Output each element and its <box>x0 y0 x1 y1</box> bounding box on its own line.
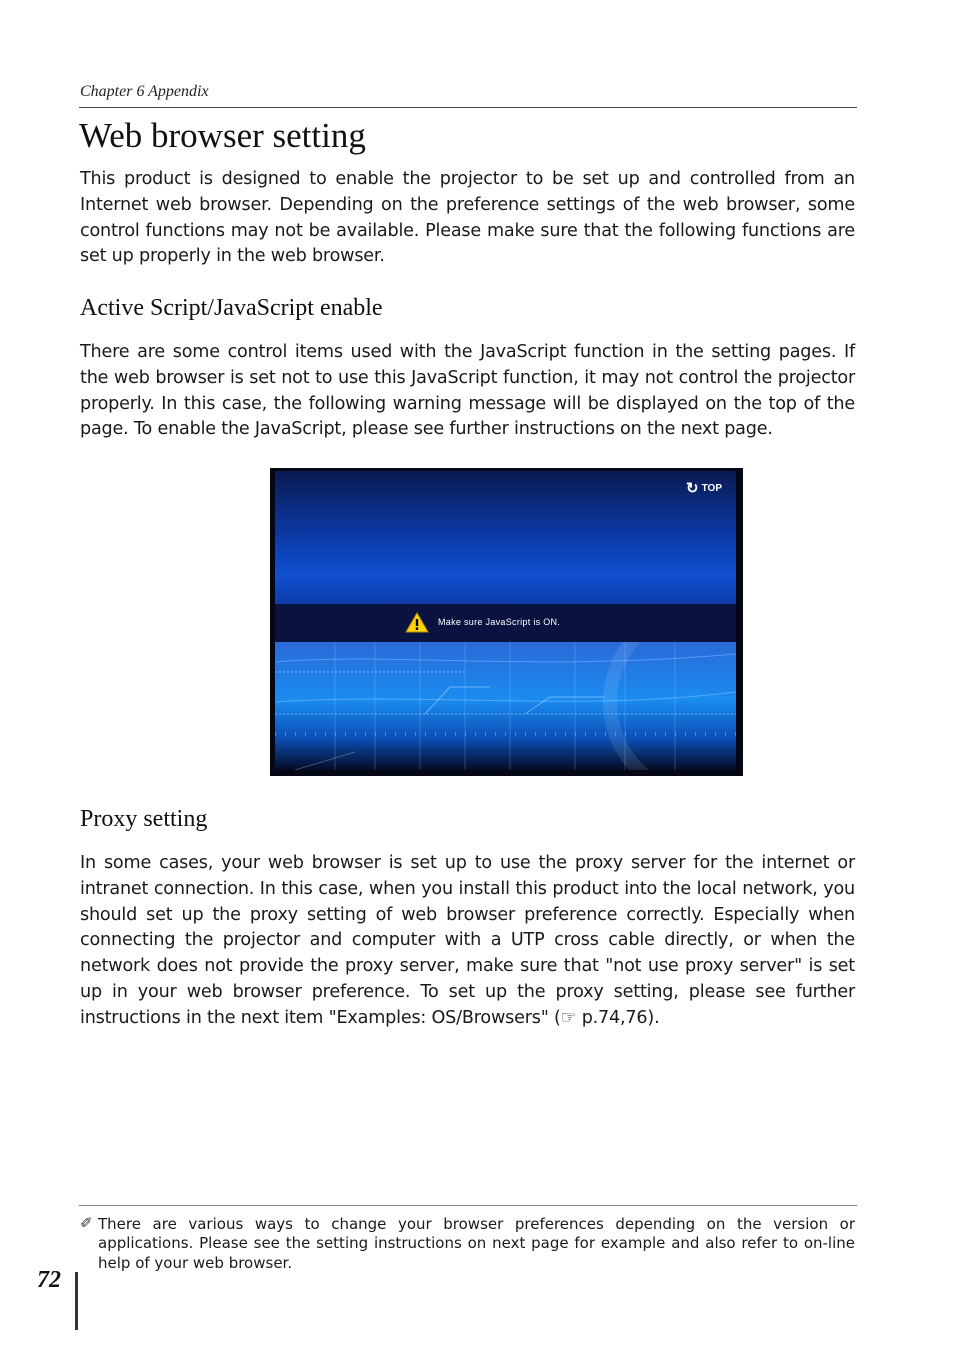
proxy-paragraph: In some cases, your web browser is set up to use the proxy server for the internet or intranet connection. In this case, when you install this product into the local network, you should set up the proxy setting of web browser preference correctly. Especially when connecting the projector and computer with a UTP cross cable directly, or when the network does not provide the proxy server, make sure that "not use proxy server" is set up in your web browser preference. To set up the proxy setting, please see further instructions in the next item "Examples: OS/Browsers" (☞ p.74,76). <box>80 853 855 1028</box>
pointing-hand-icon: ☞ <box>560 1007 577 1028</box>
browser-warning-screenshot <box>270 468 743 776</box>
top-button-label: TOP <box>701 483 722 494</box>
javascript-paragraph: There are some control items used with the JavaScript function in the setting pages. If the web browser is set not to use this JavaScript function, it may not control the projector properly. In this case, the following warning message will be displayed on the top of the page. To enable the JavaScript, please see further instructions on the next page. <box>80 342 855 440</box>
decorative-circuit-banner <box>275 642 736 770</box>
footnote-divider <box>79 1205 857 1206</box>
top-button <box>686 481 722 496</box>
proxy-paragraph-text: In some cases, your web browser is set up to use the proxy server for the internet or intranet connection. In this case, when you install this product into the local network, you should set up the proxy setting of web browser preference correctly. Especially when connecting the projector and computer with a UTP cross cable directly, or when the network does not provide the proxy server, make sure that "not use proxy server" is set up in your web browser preference. To set up the proxy setting, please see further instructions in the next item "Examples: OS/Browsers" <box>80 853 855 1028</box>
page-number: 72 <box>37 1267 61 1293</box>
page-title: Web browser setting <box>79 116 366 155</box>
page-number-bar <box>75 1272 78 1330</box>
intro-paragraph: This product is designed to enable the projector to be set up and controlled from an Internet web browser. Depending on the preference settings of the web browser, some control functions may not be available. Please make sure that the following functions are set up properly in the web browser. <box>80 169 855 267</box>
header-divider <box>79 107 857 108</box>
chapter-label: Chapter 6 Appendix <box>80 83 209 100</box>
footnote-text: There are various ways to change your browser preferences depending on the version or applications. Please see the setting instructions on next page for example and also refer to on-line help of your web browser. <box>98 1215 855 1272</box>
warning-message: Make sure JavaScript is ON. <box>438 617 561 627</box>
warning-bar <box>275 604 736 642</box>
reference-close: ). <box>647 1007 660 1028</box>
page-reference: p.74,76 <box>581 1007 648 1028</box>
screenshot-page <box>275 471 736 770</box>
section-heading-proxy: Proxy setting <box>80 806 208 832</box>
pencil-note-icon: ✐ <box>80 1214 93 1232</box>
refresh-arrow-icon: ↻ <box>686 480 699 497</box>
section-heading-javascript: Active Script/JavaScript enable <box>80 295 383 321</box>
warning-triangle-icon <box>405 612 429 633</box>
